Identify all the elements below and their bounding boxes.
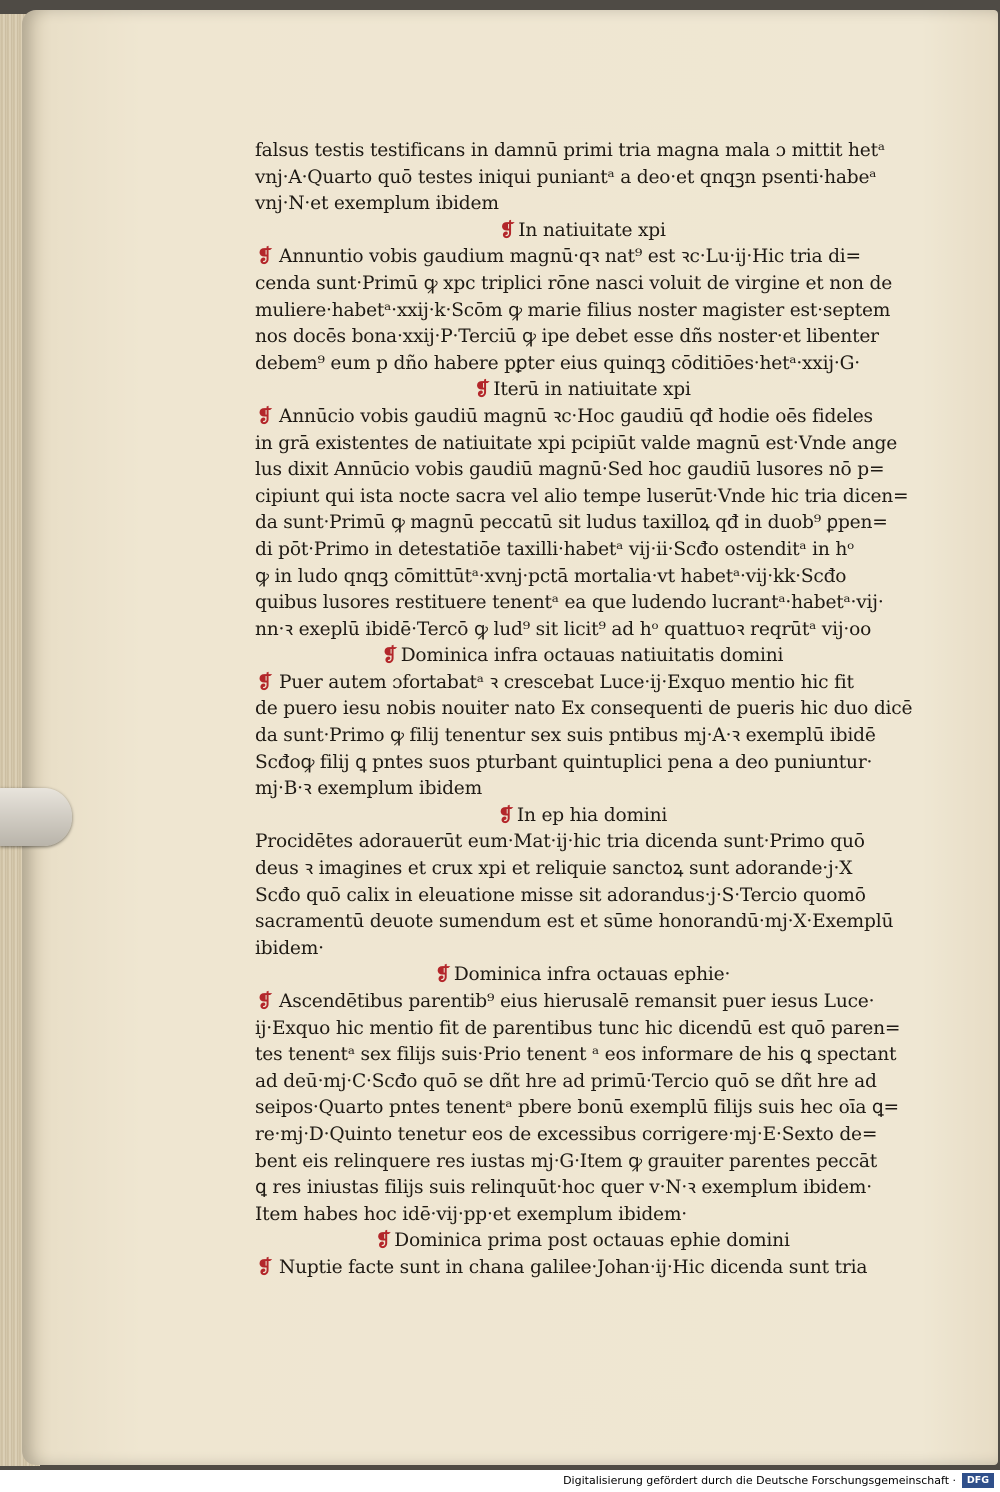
line-text: deus ꝛ imagines et crux xpi et reliquie sanctoꝝ sunt adorande·j·X bbox=[255, 858, 853, 880]
page-text bbox=[255, 138, 913, 1282]
text-line bbox=[255, 909, 905, 936]
text-line bbox=[255, 138, 905, 165]
section-heading bbox=[255, 962, 905, 989]
line-text: tes tenentᵃ sex filijs suis·Prio tenent ᵃ eos informare de his ꝗ spectant bbox=[255, 1044, 897, 1066]
line-text: bent eis relinquere res iustas mj·G·Item ꝙ grauiter parentes peccāt bbox=[255, 1150, 877, 1172]
text-line bbox=[255, 1175, 905, 1202]
text-line bbox=[255, 191, 905, 218]
line-text: Annūcio vobis gaudiū magnū ꝛc·Hoc gaudiū qđ hodie oēs fideles bbox=[279, 405, 873, 427]
text-line bbox=[255, 165, 905, 192]
section-heading bbox=[255, 377, 905, 404]
line-text: ij·Exquo hic mentio fit de parentibus tunc hic dicendū est quō paren= bbox=[255, 1017, 901, 1039]
text-line bbox=[255, 351, 905, 378]
text-line bbox=[255, 324, 905, 351]
text-line bbox=[255, 431, 905, 458]
text-line bbox=[255, 1042, 905, 1069]
footer-bar bbox=[0, 1470, 1000, 1492]
line-text: Scđoꝙ filij ꝗ pntes suos pturbant quintuplici pena a deo puniuntur· bbox=[255, 751, 873, 773]
line-text: mj·B·ꝛ exemplum ibidem bbox=[255, 778, 483, 800]
line-text: ad deū·mj·C·Scđo quō se dñt hre ad primū·Tercio quō se dñt hre ad bbox=[255, 1070, 877, 1092]
line-text: de puero iesu nobis nouiter nato Ex consequenti de pueris hic duo dicē bbox=[255, 698, 913, 720]
pilcrow-icon: ❡ bbox=[257, 246, 273, 268]
pilcrow-icon: ❡ bbox=[435, 964, 451, 986]
pilcrow-icon: ❡ bbox=[499, 219, 515, 241]
line-text: Dominica infra octauas ephie· bbox=[453, 964, 731, 986]
line-text: Dominica infra octauas natiuitatis domini bbox=[400, 645, 784, 667]
section-heading bbox=[255, 218, 905, 245]
text-line bbox=[255, 271, 905, 298]
pilcrow-icon: ❡ bbox=[257, 991, 273, 1012]
book-clasp bbox=[0, 788, 72, 846]
text-line bbox=[255, 829, 905, 856]
line-text: Annuntio vobis gaudium magnū·qꝛ nat⁹ est ꝛc·Lu·ij·Hic tria di= bbox=[279, 246, 861, 268]
paragraph-start-line bbox=[255, 404, 905, 431]
line-text: Item habes hoc idē·vij·pp·et exemplum ibidem· bbox=[255, 1203, 688, 1225]
paragraph-start-line bbox=[255, 1255, 905, 1282]
line-text: vnj·A·Quarto quō testes iniqui puniantᵃ a deo·et qnqꝫn psenti·habeᵃ bbox=[255, 166, 877, 188]
line-text: ibidem· bbox=[255, 937, 324, 959]
text-line bbox=[255, 1122, 905, 1149]
line-text: da sunt·Primū ꝙ magnū peccatū sit ludus taxilloꝝ qđ in duob⁹ ꝑpen= bbox=[255, 512, 888, 534]
line-text: Ascendētibus parentib⁹ eius hierusalē remansit puer iesus Luce· bbox=[279, 991, 875, 1012]
line-text: re·mj·D·Quinto tenetur eos de excessibus corrigere·mj·E·Sexto de= bbox=[255, 1123, 878, 1145]
text-line bbox=[255, 883, 905, 910]
line-text: cipiunt qui ista nocte sacra vel alio tempe luserūt·Vnde hic tria dicen= bbox=[255, 485, 909, 507]
line-text: da sunt·Primo ꝙ filij tenentur sex suis pntibus mj·A·ꝛ exemplū ibidē bbox=[255, 725, 876, 747]
line-text: Dominica prima post octauas ephie domini bbox=[394, 1230, 790, 1252]
text-line bbox=[255, 723, 905, 750]
text-line bbox=[255, 696, 913, 723]
dfg-logo-icon: DFG bbox=[962, 1473, 994, 1488]
line-text: Procidētes adorauerūt eum·Mat·ij·hic tria dicenda sunt·Primo quō bbox=[255, 831, 865, 853]
pilcrow-icon: ❡ bbox=[498, 804, 514, 826]
text-line bbox=[255, 457, 905, 484]
line-text: di pōt·Primo in detestatiōe taxilli·habetᵃ vij·ii·Scđo ostenditᵃ in hᵒ bbox=[255, 538, 855, 560]
paragraph-start-line bbox=[255, 670, 905, 697]
pilcrow-icon: ❡ bbox=[257, 1256, 273, 1278]
section-heading bbox=[255, 803, 905, 830]
line-text: In ep hia domini bbox=[516, 804, 668, 826]
paragraph-start-line bbox=[255, 244, 905, 271]
line-text: nn·ꝛ exeplū ibidē·Tercō ꝙ lud⁹ sit licit⁹ ad hᵒ quattuoꝛ reqrūtᵃ vij·oo bbox=[255, 618, 872, 640]
line-text: ꝗ res iniustas filijs suis relinquūt·hoc quer v·N·ꝛ exemplum ibidem· bbox=[255, 1177, 872, 1199]
line-text: vnj·N·et exemplum ibidem bbox=[255, 193, 499, 215]
line-text: quibus lusores restituere tenentᵃ ea que ludendo lucrantᵃ·habetᵃ·vij· bbox=[255, 592, 884, 614]
line-text: Scđo quō calix in eleuatione misse sit adorandus·j·S·Tercio quomō bbox=[255, 884, 866, 906]
pilcrow-icon: ❡ bbox=[474, 379, 490, 401]
pilcrow-icon: ❡ bbox=[381, 645, 398, 667]
line-text: sacramentū deuote sumendum est et sūme honorandū·mj·X·Exemplū bbox=[255, 911, 894, 933]
pilcrow-icon: ❡ bbox=[257, 405, 273, 427]
line-text: debem⁹ eum p dño habere pꝑter eius quinqꝫ cōditiōes·hetᵃ·xxij·G· bbox=[255, 352, 860, 374]
text-line bbox=[255, 1016, 905, 1043]
line-text: Nuptie facte sunt in chana galilee·Johan·ij·Hic dicenda sunt tria bbox=[279, 1256, 868, 1278]
text-line bbox=[255, 510, 905, 537]
line-text: in grā existentes de natiuitate xpi pcipiūt valde magnū est·Vnde ange bbox=[255, 432, 898, 454]
paragraph-start-line bbox=[255, 989, 905, 1016]
text-line bbox=[255, 537, 905, 564]
text-line bbox=[255, 564, 905, 591]
text-line bbox=[255, 298, 905, 325]
text-line bbox=[255, 1149, 905, 1176]
line-text: lus dixit Annūcio vobis gaudiū magnū·Sed hoc gaudiū lusores nō p= bbox=[255, 459, 885, 481]
text-line bbox=[255, 856, 905, 883]
text-line bbox=[255, 776, 905, 803]
funding-credit: Digitalisierung gefördert durch die Deutsche Forschungsgemeinschaft · bbox=[563, 1474, 956, 1487]
line-text: Puer autem ɔfortabatᵃ ꝛ crescebat Luce·ij·Exquo mentio hic fit bbox=[279, 671, 854, 693]
line-text: nos docēs bona·xxij·P·Terciū ꝙ ipe debet esse dñs noster·et libenter bbox=[255, 326, 879, 348]
text-line bbox=[255, 936, 905, 963]
line-text: muliere·habetᵃ·xxij·k·Scōm ꝙ marie filius noster magister est·septem bbox=[255, 299, 891, 321]
section-heading bbox=[255, 643, 905, 670]
text-line bbox=[255, 750, 905, 777]
pilcrow-icon: ❡ bbox=[375, 1230, 391, 1252]
line-text: Iterū in natiuitate xpi bbox=[493, 379, 691, 401]
line-text: In natiuitate xpi bbox=[518, 219, 666, 241]
pilcrow-icon: ❡ bbox=[257, 671, 273, 693]
line-text: ꝙ in ludo qnqꝫ cōmittūtᵃ·xvnj·pctā mortalia·vt habetᵃ·vij·kk·Scđo bbox=[255, 565, 847, 587]
line-text: seipos·Quarto pntes tenentᵃ pbere bonū exemplū filijs suis hec oīa ꝗ= bbox=[255, 1097, 899, 1119]
text-line bbox=[255, 590, 905, 617]
text-line bbox=[255, 1095, 905, 1122]
text-line bbox=[255, 1069, 905, 1096]
text-line bbox=[255, 484, 909, 511]
line-text: cenda sunt·Primū ꝙ xpc triplici rōne nasci voluit de virgine et non de bbox=[255, 272, 893, 294]
text-line bbox=[255, 617, 905, 644]
section-heading bbox=[255, 1228, 905, 1255]
line-text: falsus testis testificans in damnū primi tria magna mala ɔ mittit hetᵃ bbox=[255, 140, 885, 161]
text-line bbox=[255, 1202, 905, 1229]
